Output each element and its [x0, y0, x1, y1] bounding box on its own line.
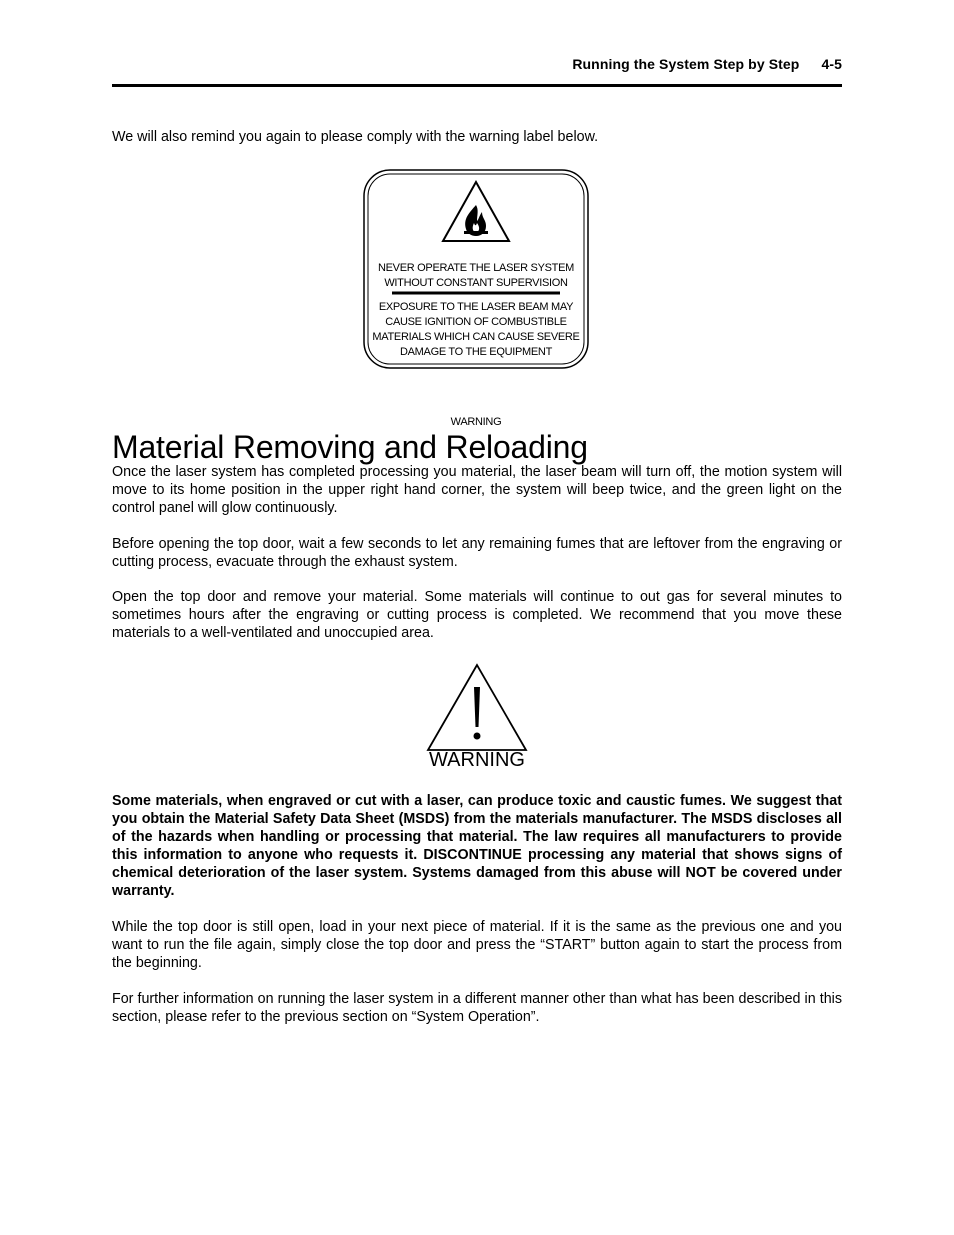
warning-label-line: EXPOSURE TO THE LASER BEAM MAY — [378, 301, 574, 313]
warning-label-line: CAUSE IGNITION OF COMBUSTIBLE — [385, 316, 567, 328]
page-header — [112, 56, 842, 72]
exclamation-triangle-icon — [426, 663, 528, 753]
warning-label-line: MATERIALS WHICH CAN CAUSE SEVERE — [372, 331, 580, 343]
header-page-number: 4-5 — [821, 56, 842, 72]
warning-label — [363, 169, 589, 428]
warning-label-title: WARNING — [450, 416, 502, 428]
paragraph: Open the top door and remove your material. Some materials will continue to out gas for several minutes to sometimes hours after the engraving or cutting process is completed. We recommend that you move these materials to a well-ventilated and unoccupied area. — [112, 589, 842, 641]
header-section-title: Running the System Step by Step — [572, 56, 800, 72]
flame-triangle-icon — [443, 182, 509, 241]
warning-symbol — [426, 663, 528, 775]
intro-paragraph: We will also remind you again to please comply with the warning label below. — [112, 129, 599, 145]
msds-warning-paragraph: Some materials, when engraved or cut with a laser, can produce toxic and caustic fumes. We suggest that you obtain the Material Safety Data Sheet (MSDS) from the materials manufacturer. The MSDS discloses all of the hazards when handling or processing that material. The law requires all manufacturers to provide this information to anyone who requests it. DISCONTINUE processing any material that shows signs of chemical deterioration of the laser system. Systems damaged from this abuse will NOT be covered under warranty. — [112, 793, 842, 899]
warning-label-line: WITHOUT CONSTANT SUPERVISION — [384, 277, 568, 289]
paragraph: Once the laser system has completed processing you material, the laser beam will turn off, the motion system will move to its home position in the upper right hand corner, the system will beep twice, and the green light on the control panel will glow continuously. — [112, 464, 842, 516]
header-rule — [112, 84, 842, 87]
paragraph: While the top door is still open, load in your next piece of material. If it is the same as the previous one and you want to run the file again, simply close the top door and press the “START” button again to start the process from the beginning. — [112, 919, 842, 971]
warning-label-line: NEVER OPERATE THE LASER SYSTEM — [378, 262, 574, 274]
paragraph: Before opening the top door, wait a few seconds to let any remaining fumes that are leftover from the engraving or cutting process, evacuate through the exhaust system. — [112, 536, 842, 570]
warning-symbol-label: WARNING — [429, 749, 525, 771]
paragraph: For further information on running the laser system in a different manner other than what has been described in this section, please refer to the previous section on “System Operation”. — [112, 991, 842, 1025]
warning-label-line: DAMAGE TO THE EQUIPMENT — [399, 346, 552, 358]
section-heading: Material Removing and Reloading — [112, 429, 588, 466]
